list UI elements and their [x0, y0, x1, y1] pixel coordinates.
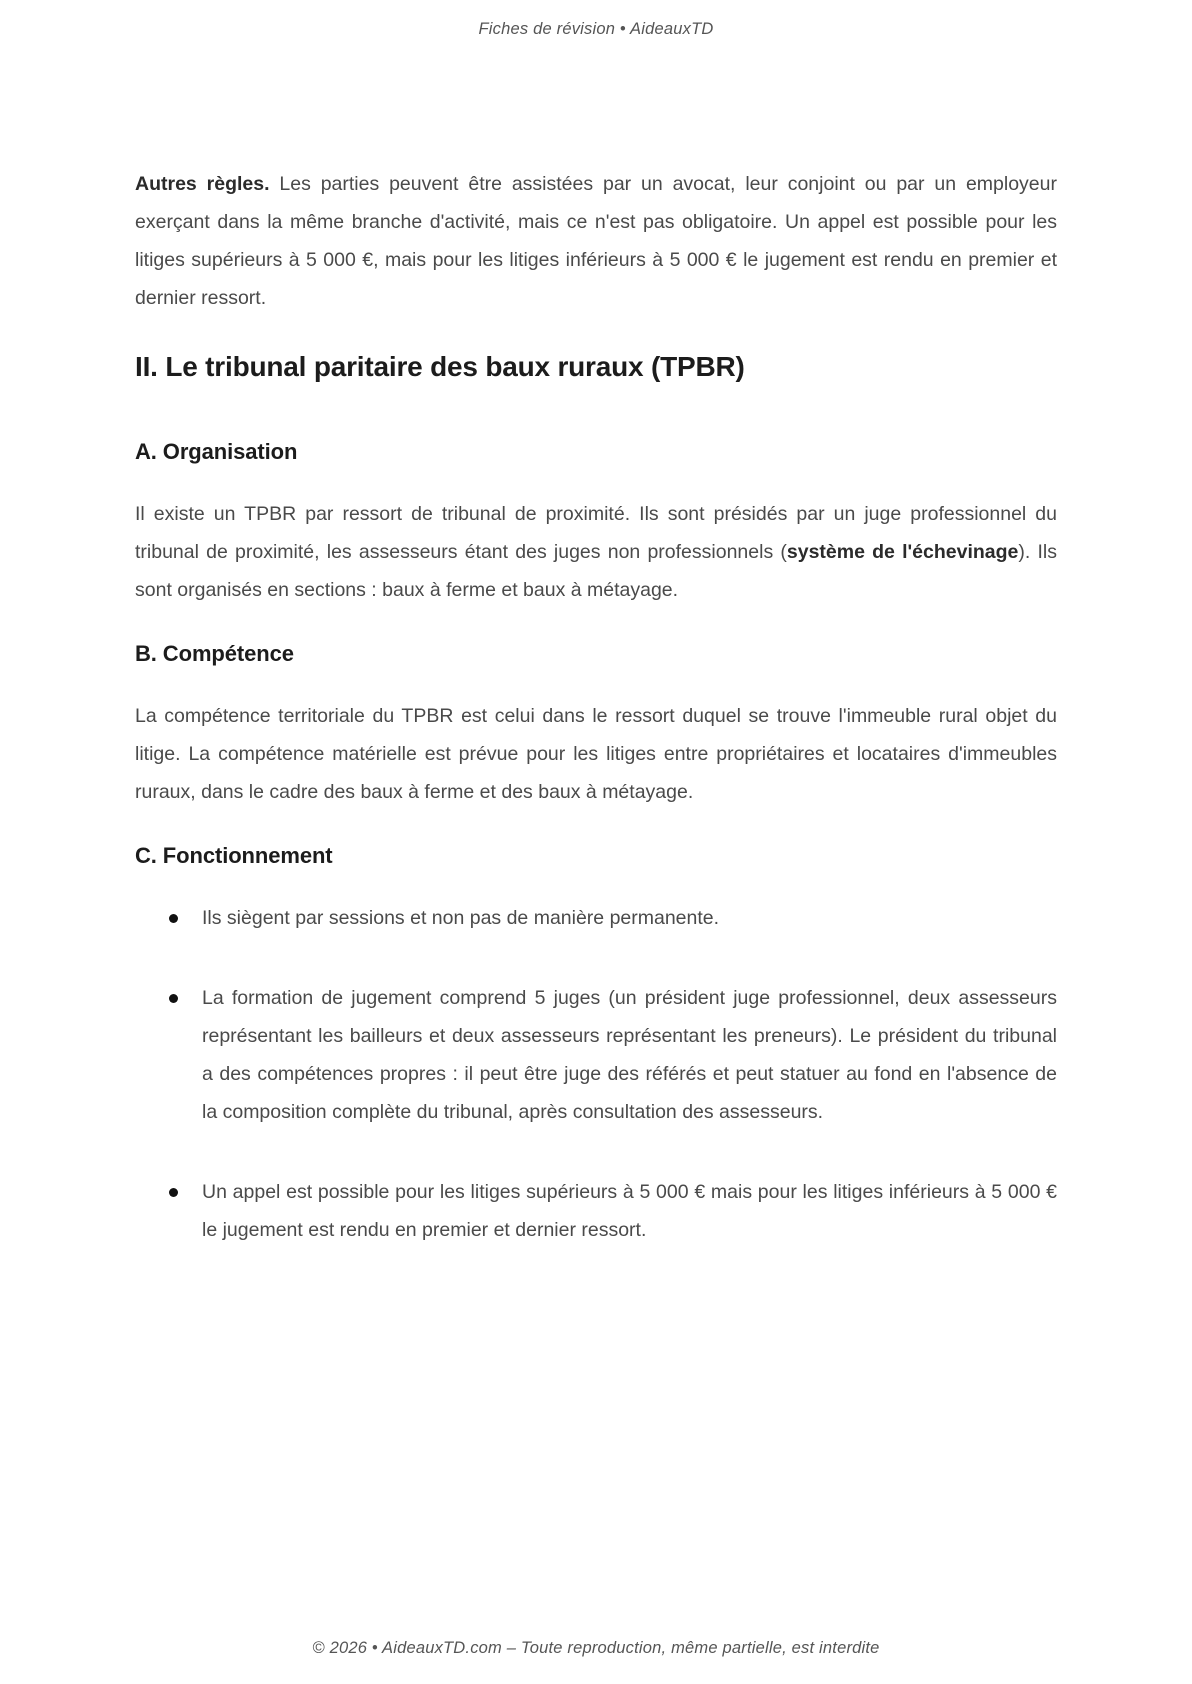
- intro-paragraph: [135, 165, 1057, 317]
- competence-paragraph: La compétence territoriale du TPBR est celui dans le ressort duquel se trouve l'immeuble rural objet du litige. La compétence matérielle est prévue pour les litiges entre propriétaires et locataires d'immeubles ruraux, dans le cadre des baux à ferme et des baux à métayage.: [135, 705, 1057, 803]
- organisation-text-before: Il existe un TPBR par ressort de tribunal de proximité. Ils sont présidés par un juge professionnel du tribunal de proximité, les assesseurs étant des juges non professionnels (: [135, 503, 1057, 563]
- subsection-title-organisation: A. Organisation: [135, 439, 298, 464]
- subsection-title-competence: B. Compétence: [135, 641, 294, 666]
- page-footer: © 2026 • AideauxTD.com – Toute reproduction, même partielle, est interdite: [312, 1639, 880, 1657]
- intro-text: Les parties peuvent être assistées par un avocat, leur conjoint ou par un employeur exerçant dans la même branche d'activité, mais ce n'est pas obligatoire. Un appel est possible pour les litiges supérieurs à 5 000 €, mais pour les litiges inférieurs à 5 000 € le jugement est rendu en premier et dernier ressort.: [135, 173, 1057, 309]
- list-item-sessions: Ils siègent par sessions et non pas de manière permanente.: [135, 899, 1057, 937]
- list-item-appel: Un appel est possible pour les litiges supérieurs à 5 000 € mais pour les litiges inférieurs à 5 000 € le jugement est rendu en premier et dernier ressort.: [135, 1173, 1057, 1249]
- organisation-text-after: ). Ils sont organisés en sections : baux à ferme et baux à métayage.: [135, 541, 1057, 601]
- list-item-formation-jugement: La formation de jugement comprend 5 juges (un président juge professionnel, deux assesseurs représentant les bailleurs et deux assesseurs représentant les preneurs). Le président du tribunal a des compétences propres : il peut être juge des référés et peut statuer au fond en l'absence de la composition complète du tribunal, après consultation des assesseurs.: [135, 979, 1057, 1131]
- page-content: [135, 165, 1057, 1249]
- section-title-tpbr: II. Le tribunal paritaire des baux ruraux (TPBR): [135, 351, 745, 382]
- fonctionnement-bullet-list: [135, 899, 1057, 1249]
- organisation-text-bold: système de l'échevinage: [786, 541, 1019, 563]
- page-header: Fiches de révision • AideauxTD: [478, 20, 714, 38]
- intro-lead-bold: Autres règles.: [135, 173, 270, 195]
- organisation-paragraph: [135, 495, 1057, 609]
- subsection-title-fonctionnement: C. Fonctionnement: [135, 843, 333, 868]
